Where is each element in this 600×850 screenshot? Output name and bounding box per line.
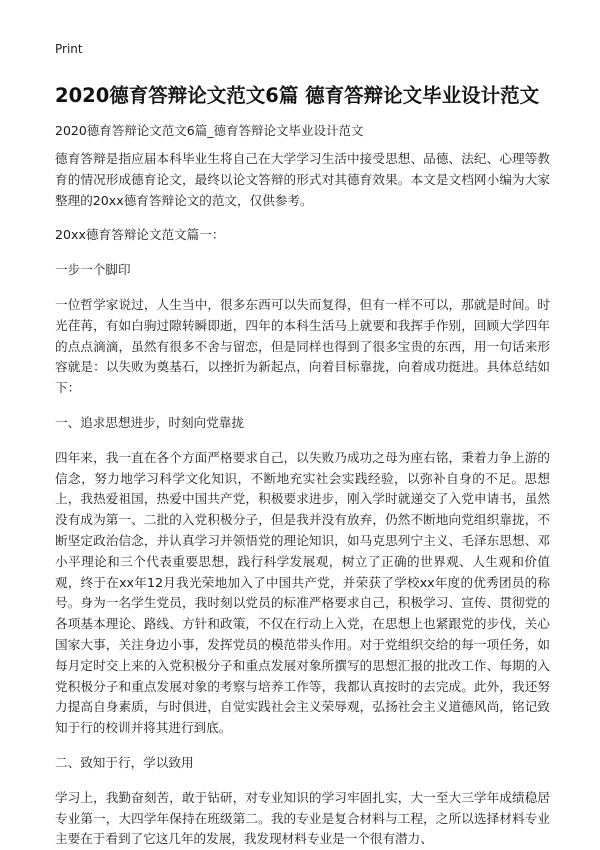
article-subtitle: 2020德育答辩论文范文6篇_德育答辩论文毕业设计范文 [55,123,364,138]
article-body [55,149,550,850]
paragraph-study: 学习上，我勤奋刻苦，敢于钻研，对专业知识的学习牢固扎实，大一至大三学年成绩稳居专业第一，大四学年保持在班级第二。我的专业是复合材料与工程，之所以选择材料专业主要在于看到了它这几年的发展，我发现材料专业是一个很有潜力、 [55,789,550,847]
paragraph-heading-2: 二、致知于行，学以致用 [55,754,194,770]
paragraph-thought: 四年来，我一直在各个方面严格要求自己，以失败乃成功之母为座右铭，秉着力争上游的信念，努力地学习科学文化知识，不断地充实社会实践经验，以弥补自身的不足。思想上，我热爱祖国，热爱中国共产党，积极要求进步，刚入学时就递交了入党申请书，虽然没有成为第一、二批的入党积极分子，但是我并没有放弃，仍然不断地向党组织靠拢，不断坚定政治信念，并认真学习并领悟党的理论知识，如马克思列宁主义、毛泽东思想、邓小平理论和三个代表重要思想，践行科学发展观，树立了正确的世界观、人生观和价值观，终于在xx年12月我光荣地加入了中国共产党，并荣获了学校xx年度的优秀团员的称号。身为一名学生党员，我时刻以党员的标准严格要求自己，积极学习、宣传、贯彻党的各项基本理论、路线、方针和政策，不仅在行动上入党，在思想上也紧跟党的步伐，关心国家大事，关注身边小事，发挥党员的模范带头作用。对于党组织交给的每一项任务，如每月定时交上来的入党积极分子和重点发展对象所撰写的思想汇报的批改工作、每期的入党积极分子和重点发展对象的考察与培养工作等，我都认真按时的去完成。此外，我还努力提高自身素质，与时俱进，自觉实践社会主义荣辱观，弘扬社会主义道德风尚，铭记致知于行的校训并将其进行到底。 [55,449,550,736]
paragraph-essay-title: 一步一个脚印 [55,262,131,278]
paragraph-heading-1: 一、追求思想进步，时刻向党靠拢 [55,414,244,430]
paragraph-intro: 德育答辩是指应届本科毕业生将自己在大学学习生活中接受思想、品德、法纪、心理等教育的情况形成德育论文，最终以论文答辩的形式对其德育效果。本文是文档网小编为大家整理的20xx德育答辩论文的范文，仅供参考。 [55,151,550,208]
paragraph-section-label: 20xx德育答辩论文范文篇一： [55,227,225,243]
article-title: 2020德育答辩论文范文6篇 德育答辩论文毕业设计范文 [55,84,540,107]
print-link[interactable]: Print [55,42,83,56]
paragraph-opening: 一位哲学家说过，人生当中，很多东西可以失而复得，但有一样不可以，那就是时间。时光荏苒，有如白驹过隙转瞬即逝，四年的本科生活马上就要和我挥手作别，回顾大学四年的点点滴滴，虽然有很多不舍与留恋，但是同样也得到了很多宝贵的东西，用一句话来形容就是：以失败为奠基石，以挫折为新起点，向着目标靠拢，向着成功挺进。具体总结如下： [55,296,550,396]
